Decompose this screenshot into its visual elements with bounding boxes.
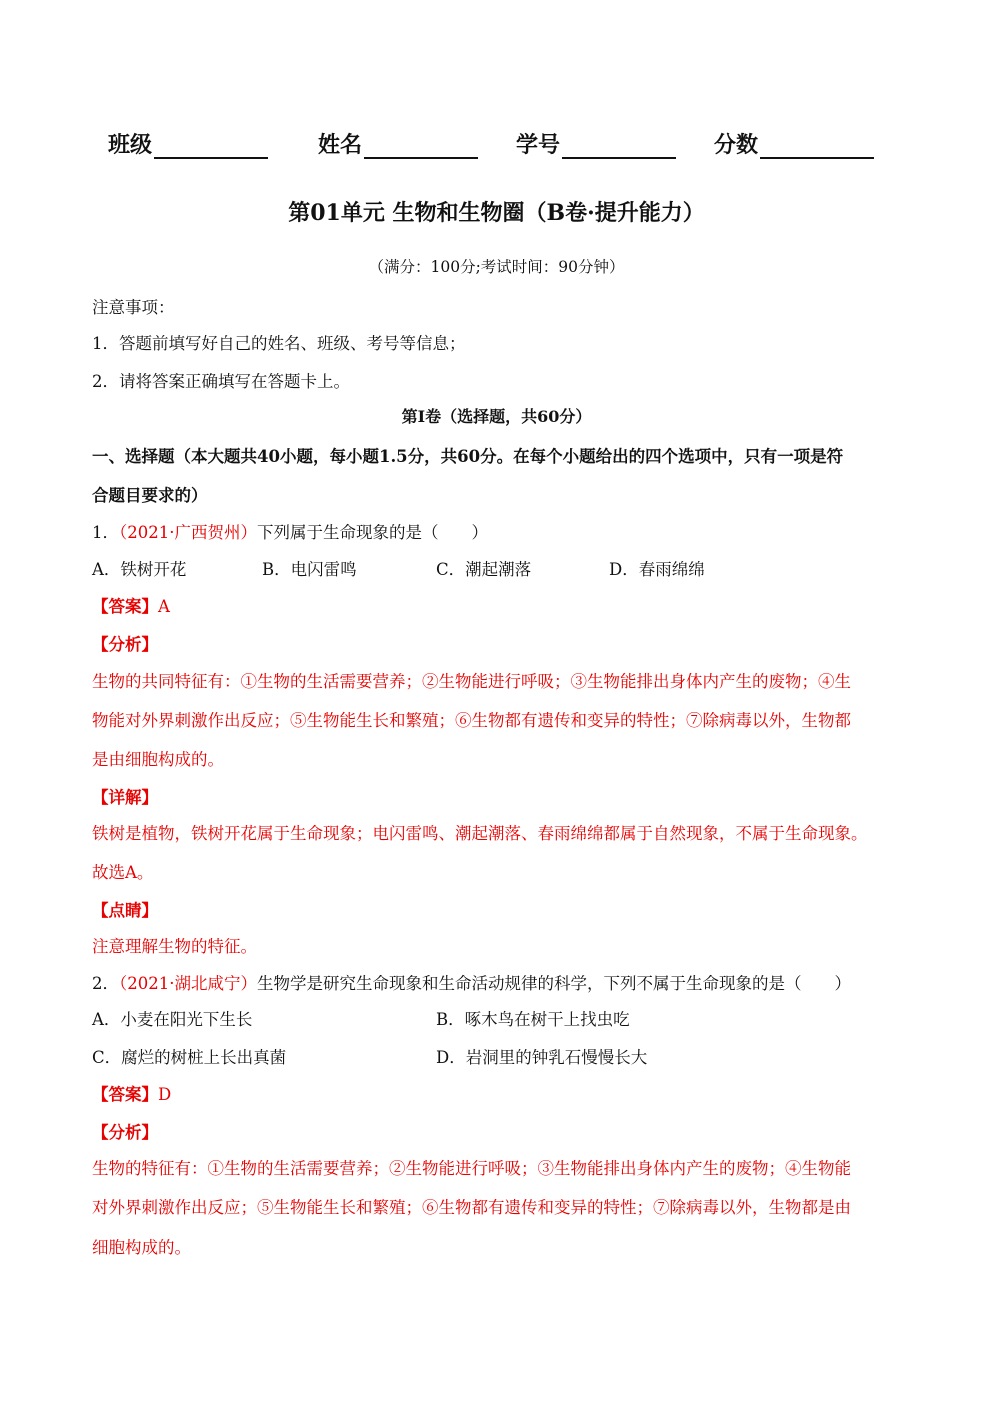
option-b[interactable]: B．电闪雷鸣 [262,560,357,579]
question-number: 1． [92,523,119,542]
answer-line [92,593,170,617]
section-title: 第I卷（选择题，共60分） [401,407,592,426]
analysis-text: 物能对外界刺激作出反应；⑤生物能生长和繁殖；⑥生物都有遗传和变异的特性；⑦除病毒以外，生物都 [92,711,851,730]
score-blank[interactable] [760,133,874,159]
tip-tag: 【点睛】 [92,901,158,920]
student-id-field[interactable] [516,128,676,159]
question-1-stem [92,519,488,543]
question-source: （2021·广西贺州） [119,523,257,542]
answer-value: A [158,597,170,616]
analysis-text: 生物的特征有：①生物的生活需要营养；②生物能进行呼吸；③生物能排出身体内产生的废物；④生物能 [92,1159,851,1178]
question-text: 下列属于生命现象的是（ ） [257,523,488,542]
option-b[interactable]: B．啄木鸟在树干上找虫吃 [436,1010,630,1029]
option-d[interactable]: D．岩洞里的钟乳石慢慢长大 [436,1048,648,1067]
class-field[interactable] [108,128,268,159]
answer-tag: 【答案】 [92,1085,158,1104]
question-2-options-row-1 [92,1006,912,1030]
notice-item: 2．请将答案正确填写在答题卡上。 [92,372,350,391]
question-text: 生物学是研究生命现象和生命活动规律的科学，下列不属于生命现象的是（ ） [257,974,851,993]
name-label: 姓名 [318,132,363,158]
analysis-text: 对外界刺激作出反应；⑤生物能生长和繁殖；⑥生物都有遗传和变异的特性；⑦除病毒以外，生物都是由 [92,1198,851,1217]
question-number: 2． [92,974,119,993]
answer-line [92,1081,171,1105]
option-a[interactable]: A．铁树开花 [92,560,187,579]
question-1-options [92,556,912,580]
detail-text: 故选A。 [92,863,154,882]
answer-tag: 【答案】 [92,597,158,616]
name-field[interactable] [318,128,478,159]
page-title: 第01单元 生物和生物圈（B卷·提升能力） [288,200,705,226]
notice-heading: 注意事项： [92,298,175,317]
detail-text: 铁树是植物，铁树开花属于生命现象；电闪雷鸣、潮起潮落、春雨绵绵都属于自然现象，不属于生命现象。 [92,824,868,843]
answer-value: D [158,1085,172,1104]
analysis-tag: 【分析】 [92,635,158,654]
class-blank[interactable] [154,133,268,159]
score-label: 分数 [714,132,759,158]
score-field[interactable] [714,128,874,159]
student-id-blank[interactable] [562,133,676,159]
analysis-text: 生物的共同特征有：①生物的生活需要营养；②生物能进行呼吸；③生物能排出身体内产生的废物；④生 [92,672,851,691]
section-instruction: 合题目要求的） [92,486,208,505]
detail-tag: 【详解】 [92,788,158,807]
option-c[interactable]: C．腐烂的树桩上长出真菌 [92,1048,287,1067]
student-id-label: 学号 [516,132,561,158]
option-d[interactable]: D．春雨绵绵 [609,560,705,579]
name-blank[interactable] [364,133,478,159]
student-info-row [108,128,908,164]
question-2-stem [92,970,851,994]
tip-text: 注意理解生物的特征。 [92,937,257,956]
option-c[interactable]: C．潮起潮落 [436,560,532,579]
analysis-text: 细胞构成的。 [92,1238,191,1257]
analysis-text: 是由细胞构成的。 [92,750,224,769]
question-2-options-row-2 [92,1044,912,1068]
analysis-tag: 【分析】 [92,1123,158,1142]
question-source: （2021·湖北咸宁） [119,974,257,993]
exam-meta: （满分：100分;考试时间：90分钟） [368,258,625,276]
section-instruction: 一、选择题（本大题共40小题，每小题1.5分，共60分。在每个小题给出的四个选项中，只有一项是符 [92,447,844,466]
class-label: 班级 [108,132,153,158]
notice-item: 1．答题前填写好自己的姓名、班级、考号等信息； [92,334,466,353]
option-a[interactable]: A．小麦在阳光下生长 [92,1010,253,1029]
